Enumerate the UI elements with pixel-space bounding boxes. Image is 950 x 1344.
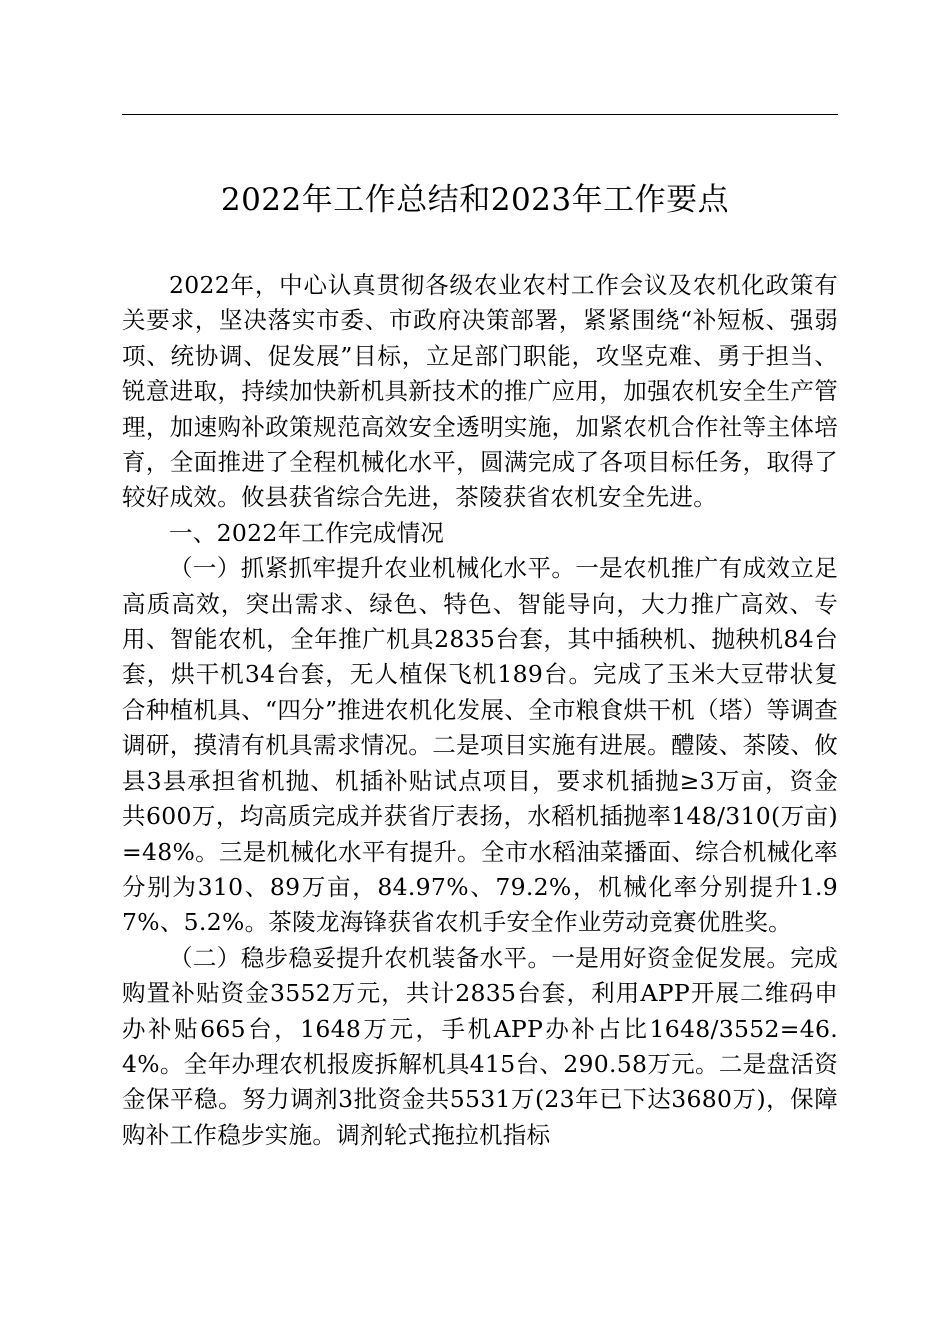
subsection-2-paragraph: （二）稳步稳妥提升农机装备水平。一是用好资金促发展。完成购置补贴资金3552万元，共计2835台套，利用APP开展二维码申办补贴665台，1648万元，手机APP办补占比1648/3552=46.4%。全年办理农机报废拆解机具415台、290.58万元。二是盘活资金保平稳。努力调剂3批资金共5531万(23年已下达3680万)，保障购补工作稳步实施。调剂轮式拖拉机指标 <box>122 943 838 1149</box>
document-title: 2022年工作总结和2023年工作要点 <box>220 182 730 218</box>
document-body <box>122 268 838 1153</box>
header-rule <box>122 114 838 115</box>
intro-paragraph: 2022年，中心认真贯彻各级农业农村工作会议及农机化政策有关要求，坚决落实市委、市政府决策部署，紧紧围绕“补短板、强弱项、统协调、促发展”目标，立足部门职能，攻坚克难、勇于担当、锐意进取，持续加快新机具新技术的推广应用，加强农机安全生产管理，加速购补政策规范高效安全透明实施，加紧农机合作社等主体培育，全面推进了全程机械化水平，圆满完成了各项目标任务，取得了较好成效。攸县获省综合先进，茶陵获省农机安全先进。 <box>122 271 838 512</box>
subsection-1-paragraph: （一）抓紧抓牢提升农业机械化水平。一是农机推广有成效立足高质高效，突出需求、绿色、特色、智能导向，大力推广高效、专用、智能农机，全年推广机具2835台套，其中插秧机、抛秧机84台套，烘干机34台套，无人植保飞机189台。完成了玉米大豆带状复合种植机具、“四分”推进农机化发展、全市粮食烘干机（塔）等调查调研，摸清有机具需求情况。二是项目实施有进展。醴陵、茶陵、攸县3县承担省机抛、机插补贴试点项目，要求机插抛≥3万亩，资金共600万，均高质完成并获省厅表扬，水稻机插抛率148/310(万亩)=48%。三是机械化水平有提升。全市水稻油菜播面、综合机械化率分别为310、89万亩，84.97%、79.2%，机械化率分别提升1.97%、5.2%。茶陵龙海锋获省农机手安全作业劳动竞赛优胜奖。 <box>122 554 838 937</box>
section-heading: 一、2022年工作完成情况 <box>169 518 445 547</box>
